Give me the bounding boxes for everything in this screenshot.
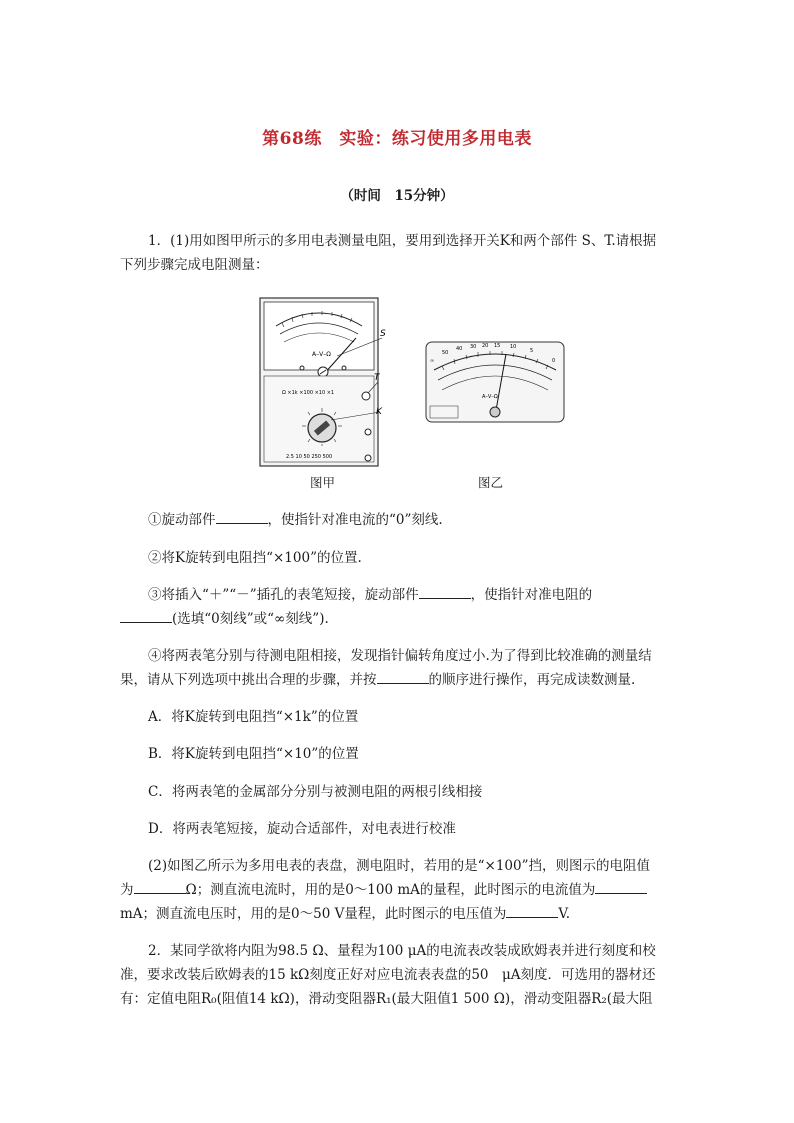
scale-num-1: 40 (456, 346, 463, 352)
answer-blank-resistance[interactable] (134, 879, 186, 894)
q1-step3 (120, 583, 676, 631)
scale-num-4: 15 (494, 343, 501, 349)
jack-plus[interactable] (365, 429, 371, 435)
jack-minus[interactable] (365, 455, 371, 461)
q1-intro-line2: 下列步骤完成电阻测量： (120, 257, 269, 273)
answer-blank-step3-scale[interactable] (120, 608, 172, 623)
q2-line1: 2．某同学欲将内阻为98.5 Ω、量程为100 μA的电流表改装成欧姆表并进行刻度和校 (148, 943, 656, 959)
switch-top-text: Ω ×1k ×100 ×10 ×1 (282, 390, 335, 396)
q1-option-b: B．将K旋转到电阻挡“×10”的位置 (148, 746, 359, 762)
figure-a-caption: 图甲 (310, 475, 336, 490)
figure-dial-b (424, 340, 566, 424)
q1-step2: ②将K旋转到电阻挡“×100”的位置. (148, 550, 362, 566)
q1-step1-text-b: ，使指针对准电流的“0”刻线. (267, 512, 443, 528)
dial-text-a: A–V–Ω (312, 351, 331, 358)
q1-part2-text-b1: 为 (120, 882, 134, 898)
q2-line2: 准，要求改装后欧姆表的15 kΩ刻度正好对应电流表表盘的50 μA刻度．可选用的器材还 (120, 967, 656, 983)
q1-step4-line1: ④将两表笔分别与待测电阻相接，发现指针偏转角度过小.为了得到比较准确的测量结 (148, 648, 652, 664)
scale-num-6: 5 (530, 348, 534, 354)
scale-num-7: 0 (552, 358, 556, 364)
q1-part2-line1: (2)如图乙所示为多用电表的表盘，测电阻时，若用的是“×100”挡，则图示的电阻值 (148, 858, 651, 874)
label-k: K (376, 407, 382, 417)
scale-num-3: 20 (482, 343, 489, 349)
q1-step1 (120, 508, 676, 532)
q2 (120, 939, 676, 1011)
q1-intro (120, 229, 676, 277)
q1-step3-text-c: (选填“0刻线”或“∞刻线”). (172, 611, 329, 627)
scale-num-inf: ∞ (430, 358, 435, 364)
label-t: T (374, 373, 380, 383)
q1-step3-text-a: ③将插入“＋”“－”插孔的表笔短接，旋动部件 (148, 587, 419, 603)
page-title: 第68练 实验：练习使用多用电表 (262, 129, 532, 149)
answer-blank-step4-order[interactable] (377, 669, 429, 684)
scale-num-2: 30 (470, 344, 477, 350)
dial-text-b: A–V–Ω (482, 394, 498, 400)
q1-part2-text-b2: Ω；测直流电流时，用的是0～100 mA的量程，此时图示的电流值为 (185, 882, 596, 898)
switch-bottom-text: 2.5 10 50 250 500 (286, 454, 333, 460)
label-s: S (380, 329, 386, 339)
q1-option-c: C．将两表笔的金属部分分别与被测电阻的两根引线相接 (148, 784, 483, 800)
q1-part2-text-c1: mA；测直流电压时，用的是0～50 V量程，此时图示的电压值为 (120, 906, 507, 922)
q1-option-d: D．将两表笔短接，旋动合适部件，对电表进行校准 (148, 821, 456, 837)
scale-num-0: 50 (442, 350, 449, 356)
q1-step3-text-b: ，使指针对准电阻的 (470, 587, 593, 603)
q2-line3: 有：定值电阻R₀(阻值14 kΩ)，滑动变阻器R₁(最大阻值1 500 Ω)，滑动变阻器R₂(最大阻 (120, 991, 653, 1007)
page-subtitle: （时间 15分钟） (340, 188, 454, 204)
figure-multimeter-a (256, 296, 386, 470)
answer-blank-step3-part[interactable] (419, 584, 471, 599)
ohm-adjust-knob-t[interactable] (362, 392, 370, 400)
q1-option-a: A．将K旋转到电阻挡“×1k”的位置 (148, 709, 359, 725)
answer-blank-step1[interactable] (216, 509, 268, 524)
q1-part2 (120, 854, 676, 926)
q1-step1-text-a: ①旋动部件 (148, 512, 216, 528)
q1-intro-line1: 1．(1)用如图甲所示的多用电表测量电阻，要用到选择开关K和两个部件 S、T.请根据 (148, 233, 657, 249)
zero-adjust-screw-b[interactable] (490, 407, 500, 417)
answer-blank-current[interactable] (595, 879, 647, 894)
q1-step4-text-c: 的顺序进行操作，再完成读数测量. (428, 672, 636, 688)
figure-b-caption: 图乙 (478, 475, 504, 490)
q1-step4-text-b: 果，请从下列选项中挑出合理的步骤，并按 (120, 672, 377, 688)
q1-part2-text-c2: V. (558, 906, 571, 922)
scale-num-5: 10 (510, 344, 517, 350)
q1-step4 (120, 644, 676, 692)
answer-blank-voltage[interactable] (506, 903, 558, 918)
